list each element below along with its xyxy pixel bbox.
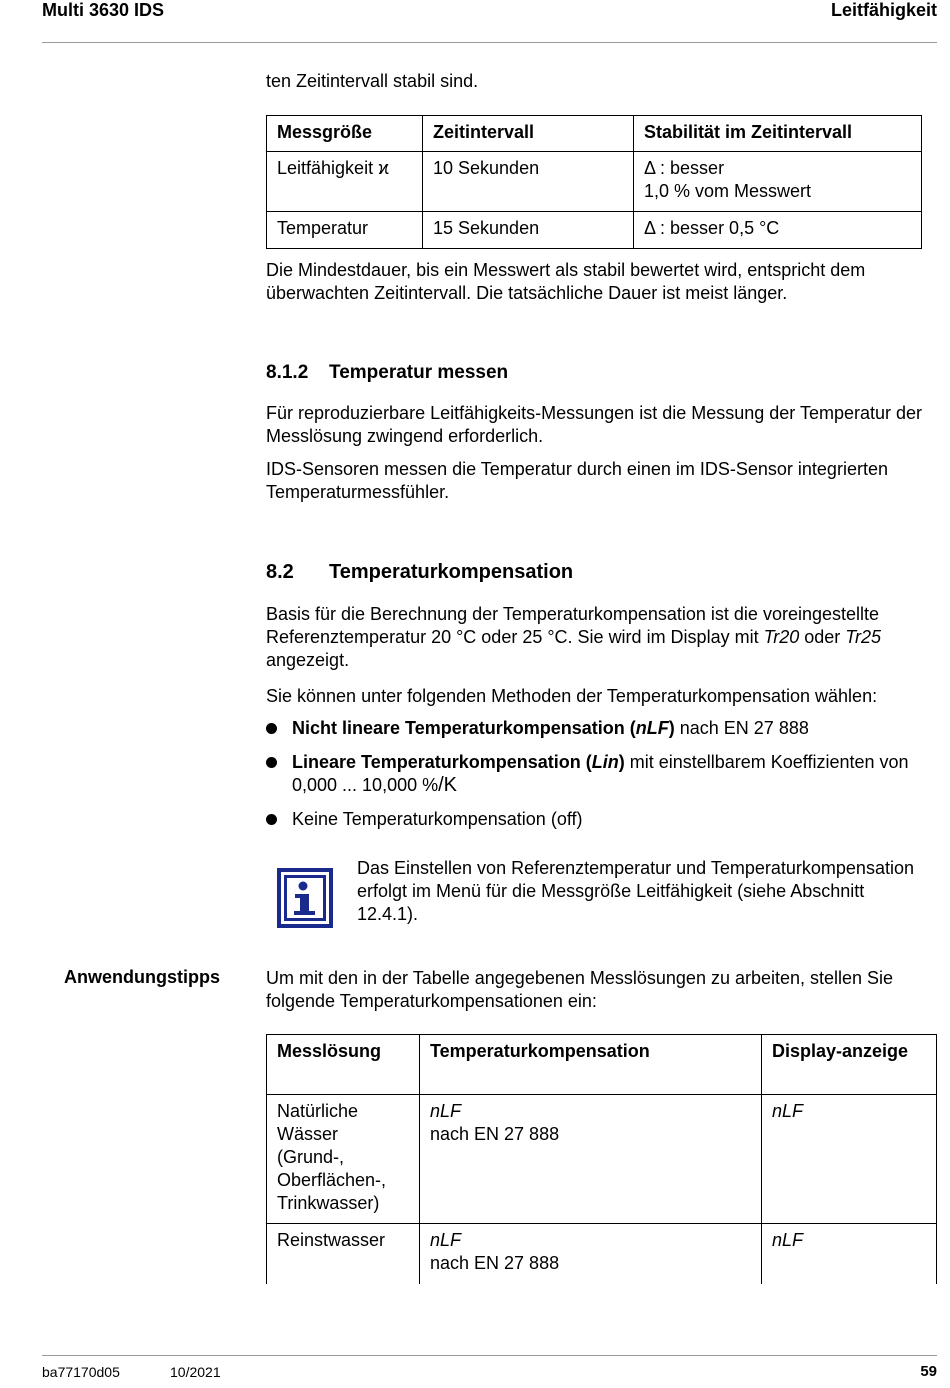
section-heading-8-1-2 <box>266 362 508 384</box>
bullet-icon <box>266 814 277 825</box>
table-header-row <box>267 116 922 152</box>
section-title: Temperaturkompensation <box>329 561 574 583</box>
text-run: oder <box>799 627 846 647</box>
display-code: nLF <box>635 718 669 738</box>
table-row <box>267 152 922 212</box>
table-cell <box>420 1095 762 1224</box>
page-header <box>42 0 937 43</box>
paragraph <box>266 603 938 672</box>
bullet-icon <box>266 757 277 768</box>
side-label: Anwendungstipps <box>64 967 220 987</box>
table-cell: 10 Sekunden <box>423 152 634 212</box>
page-footer <box>42 1355 937 1380</box>
text-run: Nicht lineare Temperaturkompensation ( <box>292 718 636 738</box>
list-item <box>266 751 938 797</box>
table-cell: Δ : besser 0,5 °C <box>634 212 922 249</box>
section-heading-8-2 <box>266 561 573 584</box>
table-cell: 15 Sekunden <box>423 212 634 249</box>
table-cell: nLF <box>762 1095 937 1224</box>
text-run: Basis für die Berechnung der Temperaturkompensation ist die voreingestellte Referenztemperatur 20 °C oder 25 °C. Sie wird im Display mit <box>266 604 880 647</box>
display-code: nLF <box>430 1230 462 1250</box>
col-header: Display-anzeige <box>762 1035 937 1095</box>
table-cell <box>420 1224 762 1284</box>
application-table <box>266 1034 937 1284</box>
paragraph: Um mit den in der Tabelle angegebenen Messlösungen zu arbeiten, stellen Sie folgende Temperaturkompensationen ein: <box>266 968 894 1011</box>
cell-line: nach EN 27 888 <box>430 1124 560 1144</box>
table-cell: Reinstwasser <box>267 1224 420 1284</box>
page-number: 59 <box>920 1363 937 1380</box>
bullet-icon <box>266 723 277 734</box>
text-run: nach EN 27 888 <box>674 718 809 738</box>
paragraph: IDS-Sensoren messen die Temperatur durch einen im IDS-Sensor integrierten Temperaturmessfühler. <box>266 459 888 502</box>
info-note: Das Einstellen von Referenztemperatur und Temperaturkompensation erfolgt im Menü für die Messgröße Leitfähigkeit (siehe Abschnitt 12.4.1). <box>357 858 914 924</box>
display-code: nLF <box>430 1101 462 1121</box>
intro-text: ten Zeitintervall stabil sind. <box>266 71 479 91</box>
table-row <box>267 1224 937 1284</box>
col-header: Zeitintervall <box>423 116 634 152</box>
cell-line: 1,0 % vom Messwert <box>644 181 812 201</box>
list-item <box>266 808 938 831</box>
col-header: Stabilität im Zeitintervall <box>634 116 922 152</box>
info-icon <box>277 868 333 928</box>
table-cell <box>634 152 922 212</box>
text-run: mit einstellbarem Koeffizienten von 0,000 ... 10,000 % <box>292 752 909 795</box>
text-run: Lineare Temperaturkompensation ( <box>292 752 592 772</box>
display-code: Lin <box>591 752 619 772</box>
text-run: ) <box>668 718 675 738</box>
table-row <box>267 1095 937 1224</box>
table-cell: Leitfähigkeit ϰ <box>267 152 423 212</box>
text-run: angezeigt. <box>266 650 350 670</box>
unit-text: /K <box>438 774 458 796</box>
section-title: Temperatur messen <box>329 362 509 383</box>
col-header: Messlösung <box>267 1035 420 1095</box>
paragraph: Sie können unter folgenden Methoden der Temperaturkompensation wählen: <box>266 686 878 706</box>
table-header-row <box>267 1035 937 1095</box>
paragraph: Die Mindestdauer, bis ein Messwert als stabil bewertet wird, entspricht dem überwachten Zeitintervall. Die tatsächliche Dauer ist meist länger. <box>266 260 866 303</box>
text-run: Keine Temperaturkompensation (off) <box>292 809 583 829</box>
paragraph: Für reproduzierbare Leitfähigkeits-Messungen ist die Messung der Temperatur der Messlösung zwingend erforderlich. <box>266 403 922 446</box>
display-code: Tr25 <box>845 627 881 647</box>
cell-line: nach EN 27 888 <box>430 1253 560 1273</box>
table-cell: Natürliche Wässer (Grund-, Oberflächen-, Trinkwasser) <box>267 1095 420 1224</box>
text-run: ) <box>618 752 625 772</box>
section-number: 8.1.2 <box>266 362 309 383</box>
table-cell: Temperatur <box>267 212 423 249</box>
table-cell: nLF <box>762 1224 937 1284</box>
header-product: Multi 3630 IDS <box>42 0 165 20</box>
footer-doc-id: ba77170d05 <box>42 1364 120 1380</box>
footer-date: 10/2021 <box>170 1364 221 1380</box>
display-code: Tr20 <box>763 627 800 647</box>
cell-line: Δ : besser <box>644 158 725 178</box>
section-number: 8.2 <box>266 561 294 583</box>
list-item <box>266 717 938 740</box>
col-header: Messgröße <box>267 116 423 152</box>
table-row <box>267 212 922 249</box>
header-chapter: Leitfähigkeit <box>830 0 937 20</box>
col-header: Temperaturkompensation <box>420 1035 762 1095</box>
stability-table <box>266 115 922 249</box>
